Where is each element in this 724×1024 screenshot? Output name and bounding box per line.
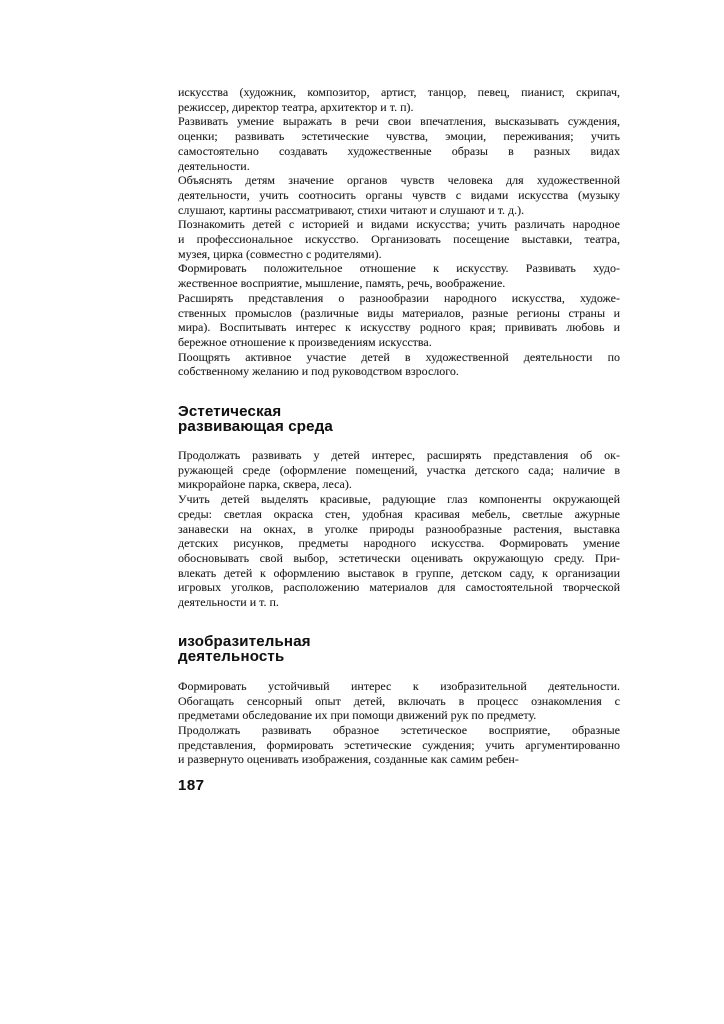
paragraph <box>178 261 620 290</box>
text-line: Формировать устойчивый интерес к изобразительной деятельности. <box>178 678 620 693</box>
heading-aesthetic-environment <box>178 404 620 434</box>
text-line: Продолжать развивать образное эстетическое восприятие, образные <box>178 722 620 737</box>
heading-line: изобразительная <box>178 632 311 650</box>
text-line: предметами обследование их при помощи движений рук по предмету. <box>178 708 537 723</box>
text-line: обосновывать свой выбор, эстетически оценивать окружающую среду. При- <box>178 550 620 565</box>
text-line: музея, цирка (совместно с родителями). <box>178 246 382 261</box>
paragraph <box>178 492 620 610</box>
text-line: и развернуто оценивать изображения, созданные как самим ребен- <box>178 752 519 767</box>
text-line: оценки; развивать эстетические чувства, эмоции, переживания; учить <box>178 129 620 144</box>
section-art-intro <box>178 85 620 379</box>
text-line: режиссер, директор театра, архитектор и т. п). <box>178 99 414 114</box>
page-number: 187 <box>178 777 205 795</box>
text-line: и профессиональное искусство. Организовать посещение выставки, театра, <box>178 232 620 247</box>
text-line: микрорайоне парка, сквера, леса). <box>178 477 352 492</box>
text-line: влекать детей к оформлению выставок в группе, детском саду, к организации <box>178 565 620 580</box>
text-line: среды: светлая окраска стен, удобная красивая мебель, светлые ажурные <box>178 506 620 521</box>
text-line: занавески на окнах, в уголке природы разнообразные растения, выставка <box>178 521 620 536</box>
text-line: Поощрять активное участие детей в художественной деятельности по <box>178 349 620 364</box>
paragraph <box>178 723 620 767</box>
text-line: детских рисунков, предметы народного искусства. Формировать умение <box>178 536 620 551</box>
text-line: собственному желанию и под руководством взрослого. <box>178 364 459 379</box>
section-aesthetic-environment <box>178 448 620 610</box>
text-line: мира). Воспитывать интерес к искусству родного края; прививать любовь и <box>178 320 620 335</box>
text-line: Формировать положительное отношение к искусству. Развивать худо- <box>178 261 620 276</box>
text-column <box>178 85 620 794</box>
text-line: деятельности и т. п. <box>178 595 279 610</box>
paragraph <box>178 114 620 173</box>
paragraph <box>178 85 620 114</box>
text-line: деятельности. <box>178 158 250 173</box>
text-line: Учить детей выделять красивые, радующие глаз компоненты окружающей <box>178 492 620 507</box>
heading-line: развивающая среда <box>178 418 333 436</box>
text-line: самостоятельно создавать художественные образы в разных видах <box>178 143 620 158</box>
text-line: жественное восприятие, мышление, память, речь, воображение. <box>178 276 506 291</box>
heading-line: деятельность <box>178 647 285 665</box>
text-line: ственных промыслов (различные виды материалов, разные регионы страны и <box>178 305 620 320</box>
paragraph <box>178 448 620 492</box>
paragraph <box>178 679 620 723</box>
heading-line: Эстетическая <box>178 403 282 421</box>
paragraph <box>178 173 620 217</box>
text-line: искусства (художник, композитор, артист, танцор, певец, пианист, скрипач, <box>178 85 620 99</box>
text-line: Продолжать развивать у детей интерес, расширять представления об ок- <box>178 448 620 463</box>
text-line: Развивать умение выражать в речи свои впечатления, высказывать суждения, <box>178 114 620 129</box>
heading-visual-activity <box>178 634 620 664</box>
text-line: деятельности, учить соотносить органы чувств с видами искусства (музыку <box>178 187 620 202</box>
text-line: игровых уголков, расположению материалов для самостоятельной творческой <box>178 580 620 595</box>
text-line: Объяснять детям значение органов чувств человека для художественной <box>178 173 620 188</box>
paragraph <box>178 350 620 379</box>
text-line: ружающей среде (оформление помещений, участка детского сада; наличие в <box>178 462 620 477</box>
text-line: Обогащать сенсорный опыт детей, включать в процесс ознакомления с <box>178 693 620 708</box>
paragraph <box>178 217 620 261</box>
section-visual-activity <box>178 679 620 767</box>
text-line: бережное отношение к произведениям искусства. <box>178 334 432 349</box>
text-line: Расширять представления о разнообразии народного искусства, художе- <box>178 290 620 305</box>
paragraph <box>178 291 620 350</box>
text-line: Познакомить детей с историей и видами искусства; учить различать народное <box>178 217 620 232</box>
text-line: слушают, картины рассматривают, стихи читают и слушают и т. д.). <box>178 202 525 217</box>
text-line: представления, формировать эстетические суждения; учить аргументированно <box>178 737 620 752</box>
